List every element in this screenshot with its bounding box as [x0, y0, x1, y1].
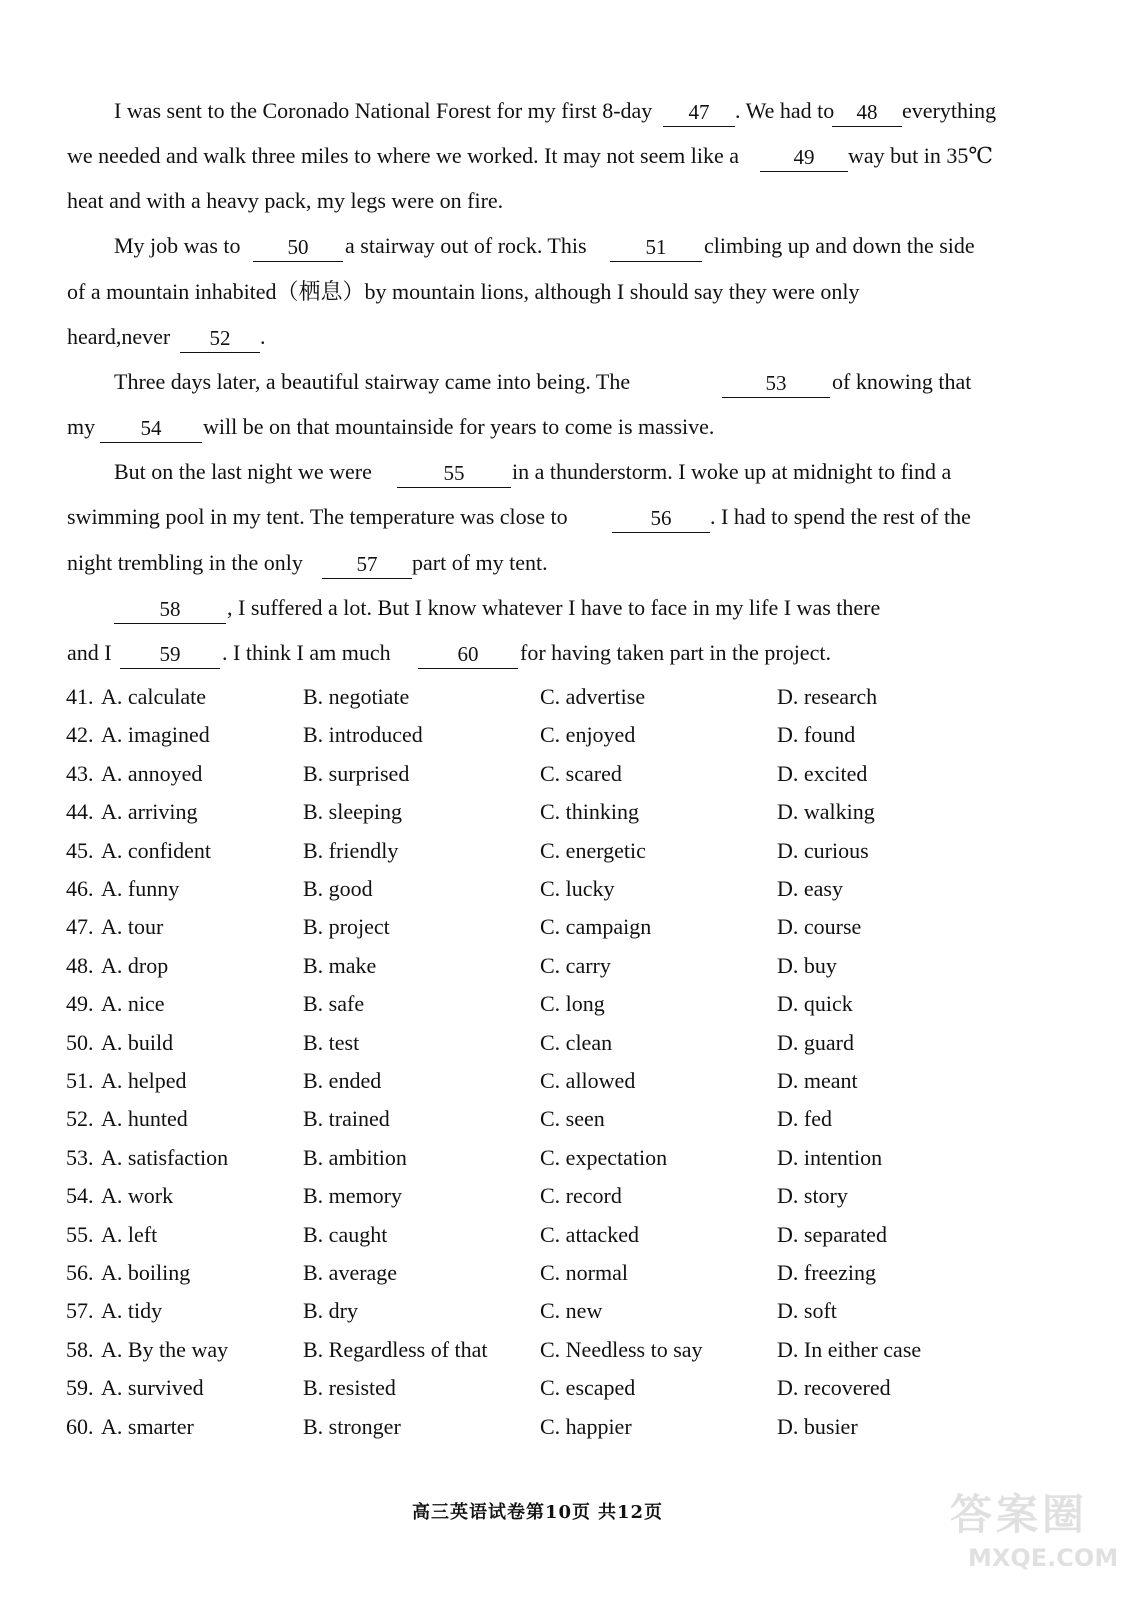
passage-text: a stairway out of rock. This [345, 233, 587, 258]
option-a: A. calculate [101, 684, 207, 709]
passage-text: But on the last night we were [114, 459, 372, 484]
question-number: 53. [66, 1144, 94, 1170]
blank-57: 57 [322, 550, 412, 579]
passage-text: way but in 35℃ [848, 143, 993, 168]
option-d: D. research [777, 684, 878, 709]
passage-line-5 [0, 269, 1131, 315]
watermark-top-text: 答案圈 [950, 1490, 1089, 1539]
option-d: D. In either case [777, 1336, 922, 1362]
option-d: D. recovered [777, 1375, 891, 1401]
option-b: B. ambition [303, 1144, 407, 1170]
watermark-logo [940, 1482, 1120, 1592]
passage-text: . I had to spend the rest of the [710, 504, 971, 529]
passage-text: My job was to [114, 233, 241, 258]
option-c: C. energetic [540, 837, 646, 863]
option-d: D. soft [777, 1298, 837, 1324]
option-a: A. survived [101, 1375, 204, 1401]
option-b: B. memory [303, 1183, 402, 1209]
option-c: C. escaped [540, 1375, 636, 1401]
passage-line-2 [0, 133, 1131, 179]
option-b: B. ended [303, 1068, 382, 1093]
blank-55: 55 [397, 459, 511, 488]
question-number: 60. [66, 1413, 94, 1439]
question-number: 59. [66, 1375, 94, 1401]
page-footer-left: 高三英语试卷第10页 [412, 1502, 592, 1523]
option-a: A. hunted [101, 1106, 188, 1132]
blank-50: 50 [253, 233, 343, 262]
blank-53: 53 [722, 369, 830, 398]
passage-line-11 [0, 540, 1131, 586]
passage-line-3 [0, 178, 1131, 224]
option-a: A. confident [101, 837, 211, 863]
passage-text: climbing up and down the side [704, 233, 975, 258]
blank-60: 60 [418, 640, 518, 669]
passage-line-13 [0, 630, 1131, 676]
option-b: B. good [303, 876, 373, 901]
option-a: A. helped [101, 1068, 187, 1093]
blank-51: 51 [610, 233, 702, 262]
option-b: B. Regardless of that [303, 1336, 488, 1362]
option-c: C. seen [540, 1106, 605, 1132]
option-d: D. freezing [777, 1260, 876, 1285]
option-a: A. boiling [101, 1260, 191, 1285]
blank-48: 48 [832, 98, 902, 127]
option-d: D. course [777, 914, 862, 940]
option-c: C. campaign [540, 914, 652, 940]
option-d: D. excited [777, 760, 868, 786]
passage-text: we needed and walk three miles to where we worked. It may not seem like a [67, 143, 739, 168]
option-c: C. thinking [540, 799, 640, 825]
option-c: C. expectation [540, 1144, 668, 1170]
option-d: D. curious [777, 837, 869, 863]
option-c: C. carry [540, 952, 611, 978]
passage-text: swimming pool in my tent. The temperature was close to [67, 504, 568, 529]
question-number: 52. [66, 1106, 94, 1132]
passage-line-4 [0, 223, 1131, 269]
blank-58: 58 [114, 595, 226, 624]
question-number: 44. [66, 799, 94, 825]
passage-text: . [260, 324, 266, 349]
passage-text: . We had to [735, 98, 835, 123]
blank-54: 54 [100, 414, 202, 443]
option-d: D. fed [777, 1106, 832, 1132]
passage-line-12 [0, 585, 1131, 631]
option-d: D. meant [777, 1068, 858, 1093]
passage-text: I was sent to the Coronado National Forest for my first 8-day [114, 98, 653, 123]
option-c: C. Needless to say [540, 1336, 703, 1362]
option-a: A. satisfaction [101, 1144, 229, 1170]
option-d: D. busier [777, 1413, 858, 1439]
option-b: B. test [303, 1029, 360, 1055]
option-a: A. smarter [101, 1413, 194, 1439]
option-a: A. arriving [101, 799, 198, 825]
question-number: 50. [66, 1029, 94, 1055]
option-c: C. allowed [540, 1068, 636, 1093]
option-d: D. intention [777, 1144, 883, 1170]
option-b: B. caught [303, 1221, 388, 1247]
question-number: 48. [66, 952, 94, 978]
question-number: 49. [66, 991, 94, 1017]
option-b: B. dry [303, 1298, 358, 1324]
option-b: B. friendly [303, 837, 399, 863]
option-a: A. left [101, 1221, 158, 1247]
question-number: 51. [66, 1068, 94, 1093]
option-b: B. safe [303, 991, 365, 1017]
option-a: A. By the way [101, 1336, 229, 1362]
question-number: 42. [66, 722, 94, 748]
option-d: D. found [777, 722, 856, 748]
option-b: B. project [303, 914, 390, 940]
option-a: A. work [101, 1183, 174, 1209]
passage-text: night trembling in the only [67, 550, 303, 575]
option-d: D. easy [777, 876, 843, 901]
question-number: 55. [66, 1221, 94, 1247]
question-number: 46. [66, 876, 94, 901]
passage-text: heard,never [67, 324, 171, 349]
passage-line-7 [0, 359, 1131, 405]
passage-text: Three days later, a beautiful stairway came into being. The [114, 369, 631, 394]
option-b: B. trained [303, 1106, 390, 1132]
option-d: D. quick [777, 991, 853, 1017]
option-b: B. stronger [303, 1413, 401, 1439]
option-b: B. sleeping [303, 799, 402, 825]
question-number: 57. [66, 1298, 94, 1324]
blank-47: 47 [663, 98, 735, 127]
question-number: 47. [66, 914, 94, 940]
option-a: A. tour [101, 914, 164, 940]
option-a: A. imagined [101, 722, 210, 748]
passage-text: , I suffered a lot. But I know whatever I have to face in my life I was there [227, 595, 881, 620]
option-a: A. tidy [101, 1298, 163, 1324]
option-a: A. drop [101, 952, 169, 978]
question-number: 43. [66, 760, 94, 786]
passage-text: heat and with a heavy pack, my legs were on fire. [67, 188, 504, 213]
option-c: C. long [540, 991, 605, 1017]
blank-56: 56 [612, 504, 710, 533]
passage-text: for having taken part in the project. [520, 640, 831, 665]
question-number: 41. [66, 684, 94, 709]
option-c: C. clean [540, 1029, 613, 1055]
option-d: D. story [777, 1183, 848, 1209]
option-d: D. separated [777, 1221, 887, 1247]
passage-text: will be on that mountainside for years to come is massive. [203, 414, 715, 439]
option-d: D. walking [777, 799, 875, 825]
blank-52: 52 [180, 324, 260, 353]
question-number: 45. [66, 837, 94, 863]
option-a: A. nice [101, 991, 165, 1017]
watermark-bottom-text: MXQE.COM [968, 1544, 1119, 1572]
option-c: C. enjoyed [540, 722, 636, 748]
passage-text: and I [67, 640, 112, 665]
passage-text: . I think I am much [222, 640, 391, 665]
option-b: B. negotiate [303, 684, 410, 709]
option-c: C. lucky [540, 876, 615, 901]
passage-text: part of my tent. [412, 550, 548, 575]
passage-line-1 [0, 88, 1131, 134]
passage-line-9 [0, 449, 1131, 495]
option-b: B. resisted [303, 1375, 396, 1401]
question-number: 54. [66, 1183, 94, 1209]
option-c: C. record [540, 1183, 622, 1209]
option-c: C. happier [540, 1413, 632, 1439]
blank-49: 49 [760, 143, 848, 172]
option-b: B. make [303, 952, 377, 978]
question-number: 56. [66, 1260, 94, 1285]
option-a: A. funny [101, 876, 180, 901]
passage-text: everything [902, 98, 997, 123]
passage-line-10 [0, 494, 1131, 540]
option-c: C. advertise [540, 684, 646, 709]
option-d: D. guard [777, 1029, 854, 1055]
option-b: B. surprised [303, 760, 410, 786]
passage-line-6 [0, 314, 1131, 360]
option-c: C. scared [540, 760, 622, 786]
option-b: B. average [303, 1260, 398, 1285]
option-b: B. introduced [303, 722, 423, 748]
passage-text: of a mountain inhabited（栖息）by mountain lions, although I should say they were only [67, 279, 860, 304]
question-number: 58. [66, 1336, 94, 1362]
option-a: A. annoyed [101, 760, 203, 786]
page-footer-right: 共12页 [598, 1502, 664, 1523]
option-c: C. normal [540, 1260, 628, 1285]
option-a: A. build [101, 1029, 174, 1055]
passage-text: my [67, 414, 96, 439]
option-c: C. new [540, 1298, 603, 1324]
option-c: C. attacked [540, 1221, 639, 1247]
passage-line-8 [0, 404, 1131, 450]
blank-59: 59 [120, 640, 220, 669]
passage-text: in a thunderstorm. I woke up at midnight to find a [512, 459, 952, 484]
option-d: D. buy [777, 952, 837, 978]
passage-text: of knowing that [832, 369, 972, 394]
